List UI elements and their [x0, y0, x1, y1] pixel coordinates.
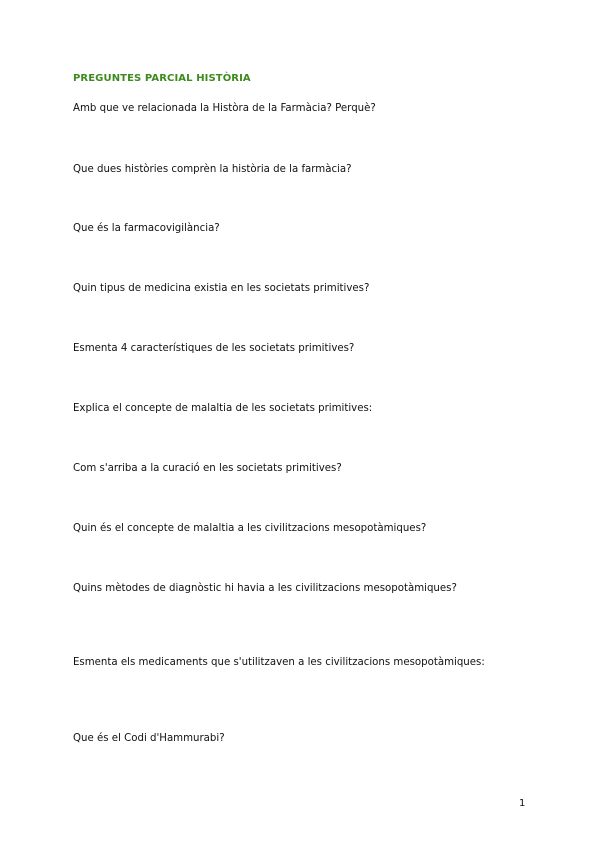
document-title: PREGUNTES PARCIAL HISTÒRIA — [73, 73, 251, 84]
question-10: Esmenta els medicaments que s'utilitzaven a les civilitzacions mesopotàmiques: — [73, 657, 485, 668]
question-4: Quin tipus de medicina existia en les societats primitives? — [73, 283, 370, 294]
question-3: Que és la farmacovigilància? — [73, 223, 220, 234]
page-number: 1 — [519, 798, 526, 809]
question-1: Amb que ve relacionada la Històra de la Farmàcia? Perquè? — [73, 103, 376, 114]
question-7: Com s'arriba a la curació en les societats primitives? — [73, 463, 342, 474]
question-5: Esmenta 4 característiques de les societats primitives? — [73, 343, 355, 354]
question-11: Que és el Codi d'Hammurabi? — [73, 733, 225, 744]
question-6: Explica el concepte de malaltia de les societats primitives: — [73, 403, 373, 414]
question-8: Quin és el concepte de malaltia a les civilitzacions mesopotàmiques? — [73, 523, 427, 534]
question-2: Que dues històries comprèn la història de la farmàcia? — [73, 164, 352, 175]
question-9: Quins mètodes de diagnòstic hi havia a les civilitzacions mesopotàmiques? — [73, 583, 457, 594]
